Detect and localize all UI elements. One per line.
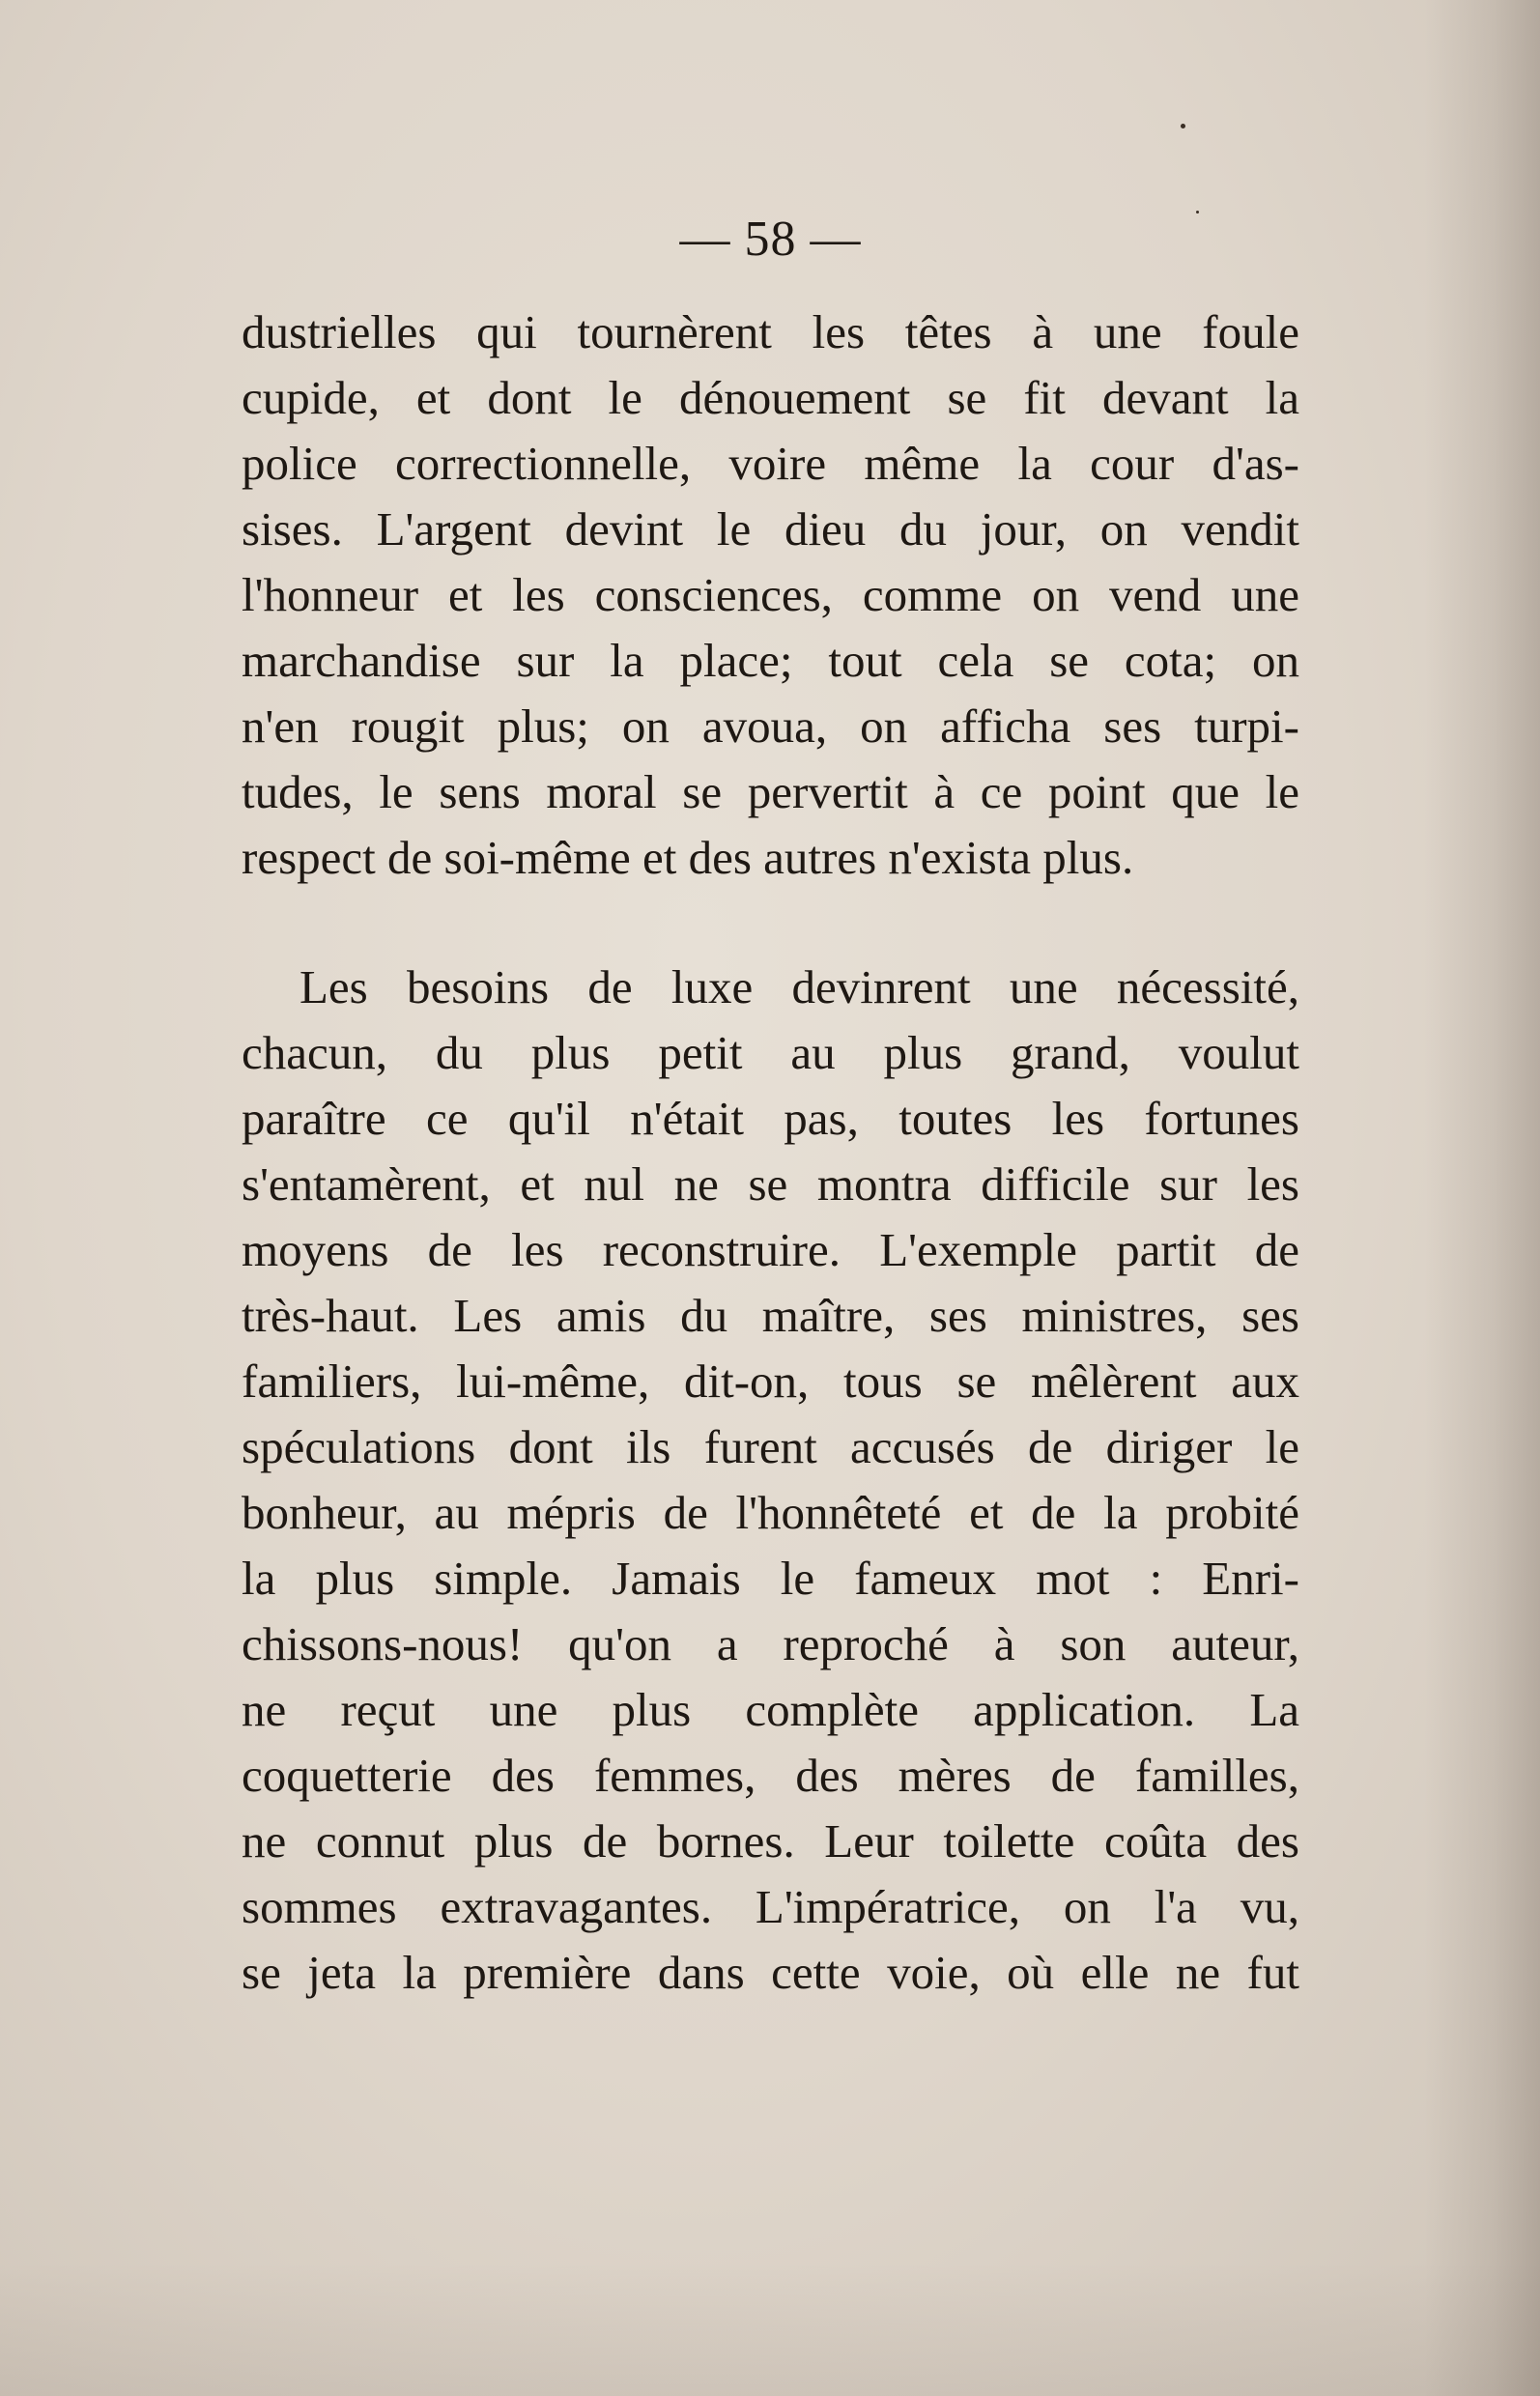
page-number: — 58 — — [679, 212, 862, 267]
text-line: chacun, du plus petit au plus grand, voulut — [242, 1026, 1299, 1079]
text-line: cupide, et dont le dénouement se fit devant la — [242, 371, 1299, 424]
text-line: ne reçut une plus complète application. La — [242, 1683, 1299, 1736]
text-line: marchandise sur la place; tout cela se cota; on — [242, 634, 1299, 687]
text-line: tudes, le sens moral se pervertit à ce point que le — [242, 765, 1299, 818]
text-line: paraître ce qu'il n'était pas, toutes les fortunes — [242, 1092, 1299, 1145]
text-line: ne connut plus de bornes. Leur toilette coûta des — [242, 1814, 1299, 1868]
text-line: moyens de les reconstruire. L'exemple partit de — [242, 1223, 1299, 1276]
text-line: Les besoins de luxe devinrent une nécessité, — [299, 960, 1299, 1013]
text-line: se jeta la première dans cette voie, où elle ne fut — [242, 1946, 1299, 1999]
text-line: bonheur, au mépris de l'honnêteté et de la probité — [242, 1486, 1299, 1539]
text-line: dustrielles qui tournèrent les têtes à une foule — [242, 305, 1299, 358]
text-line: chissons-nous! qu'on a reproché à son auteur, — [242, 1617, 1299, 1670]
text-line: l'honneur et les consciences, comme on vend une — [242, 568, 1299, 621]
page-bottom-shade — [0, 2261, 1540, 2396]
text-line: spéculations dont ils furent accusés de diriger le — [242, 1420, 1299, 1473]
text-line: la plus simple. Jamais le fameux mot : Enri- — [242, 1552, 1299, 1605]
text-line: très-haut. Les amis du maître, ses ministres, ses — [242, 1289, 1299, 1342]
paper-speck — [1181, 124, 1185, 128]
text-line: familiers, lui-même, dit-on, tous se mêlèrent aux — [242, 1355, 1299, 1408]
text-line: sommes extravagantes. L'impératrice, on l'a vu, — [242, 1880, 1299, 1933]
text-line: n'en rougit plus; on avoua, on afficha ses turpi- — [242, 699, 1299, 753]
text-line: police correctionnelle, voire même la cour d'as- — [242, 437, 1299, 490]
text-line: respect de soi-même et des autres n'exista plus. — [242, 831, 1134, 884]
text-line: sises. L'argent devint le dieu du jour, on vendit — [242, 502, 1299, 556]
text-line: coquetterie des femmes, des mères de familles, — [242, 1749, 1299, 1802]
text-line: s'entamèrent, et nul ne se montra difficile sur les — [242, 1157, 1299, 1211]
page-edge-shadow — [1424, 0, 1540, 2396]
